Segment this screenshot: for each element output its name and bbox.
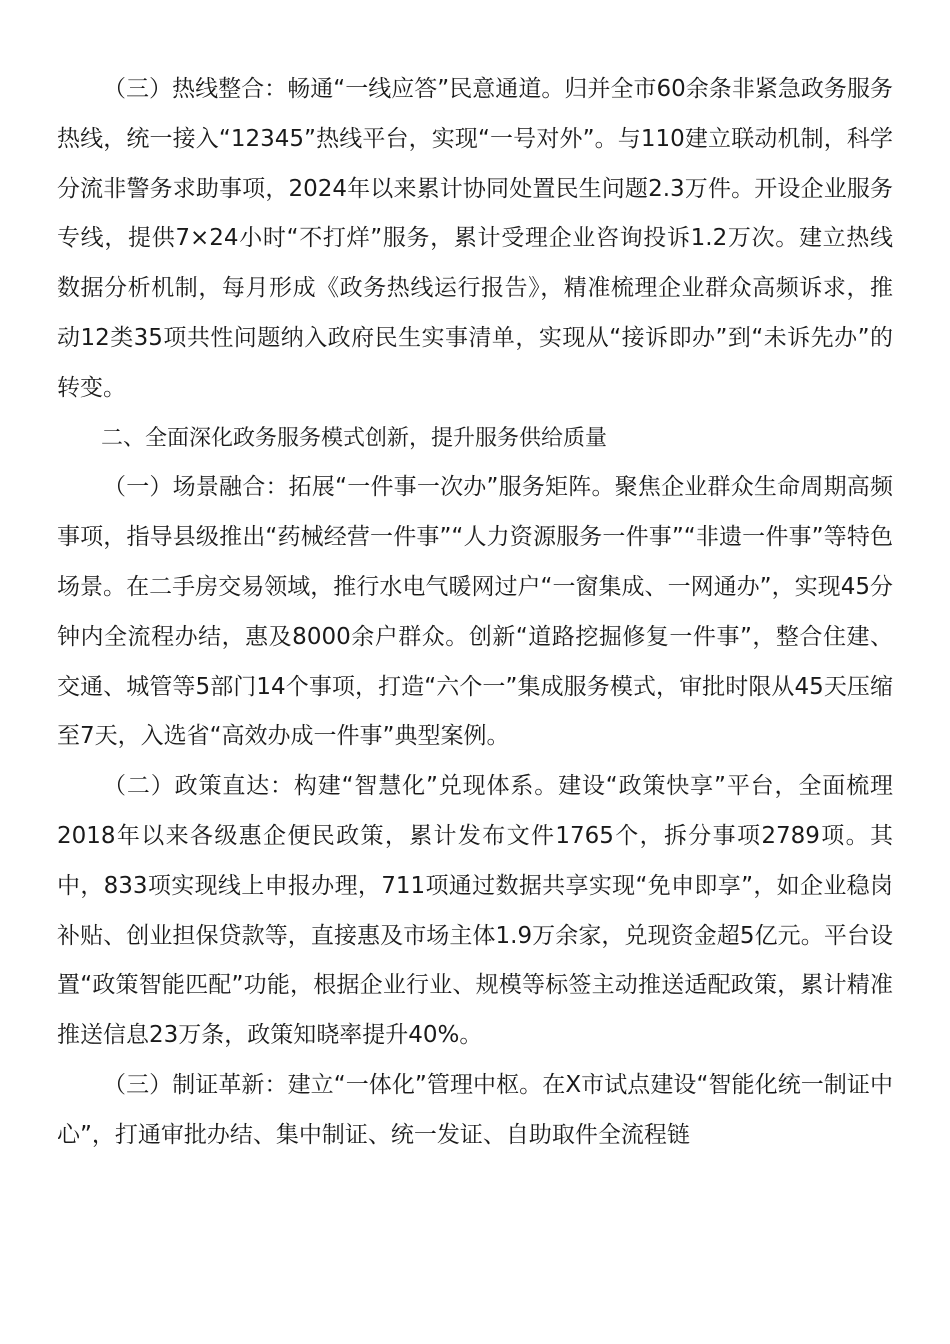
paragraph-scenario-fusion: （一）场景融合：拓展“一件事一次办”服务矩阵。聚焦企业群众生命周期高频事项，指导县级推出“药械经营一件事”“人力资源服务一件事”“非遗一件事”等特色场景。在二手房交易领域，推行水电气暖网过户“一窗集成、一网通办”，实现45分钟内全流程办结，惠及8000余户群众。创新“道路挖掘修复一件事”，整合住建、交通、城管等5部门14个事项，打造“六个一”集成服务模式，审批时限从45天压缩至7天，入选省“高效办成一件事”典型案例。: [57, 474, 893, 750]
paragraph-hotline-integration: （三）热线整合：畅通“一线应答”民意通道。归并全市60余条非紧急政务服务热线，统一接入“12345”热线平台，实现“一号对外”。与110建立联动机制，科学分流非警务求助事项，2024年以来累计协同处置民生问题2.3万件。开设企业服务专线，提供7×24小时“不打烊”服务，累计受理企业咨询投诉1.2万次。建立热线数据分析机制，每月形成《政务热线运行报告》，精准梳理企业群众高频诉求，推动12类35项共性问题纳入政府民生实事清单，实现从“接诉即办”到“未诉先办”的转变。: [57, 76, 893, 401]
document-page: [57, 65, 893, 1161]
paragraph-certificate-reform: （三）制证革新：建立“一体化”管理中枢。在X市试点建设“智能化统一制证中心”，打通审批办结、集中制证、统一发证、自助取件全流程链: [57, 1071, 893, 1148]
section-heading: 二、全面深化政务服务模式创新，提升服务供给质量: [101, 425, 608, 451]
paragraph-policy-direct: （二）政策直达：构建“智慧化”兑现体系。建设“政策快享”平台，全面梳理2018年以来各级惠企便民政策，累计发布文件1765个，拆分事项2789项。其中，833项实现线上申报办理，711项通过数据共享实现“免申即享”，如企业稳岗补贴、创业担保贷款等，直接惠及市场主体1.9万余家，兑现资金超5亿元。平台设置“政策智能匹配”功能，根据企业行业、规模等标签主动推送适配政策，累计精准推送信息23万条，政策知晓率提升40%。: [57, 773, 893, 1049]
